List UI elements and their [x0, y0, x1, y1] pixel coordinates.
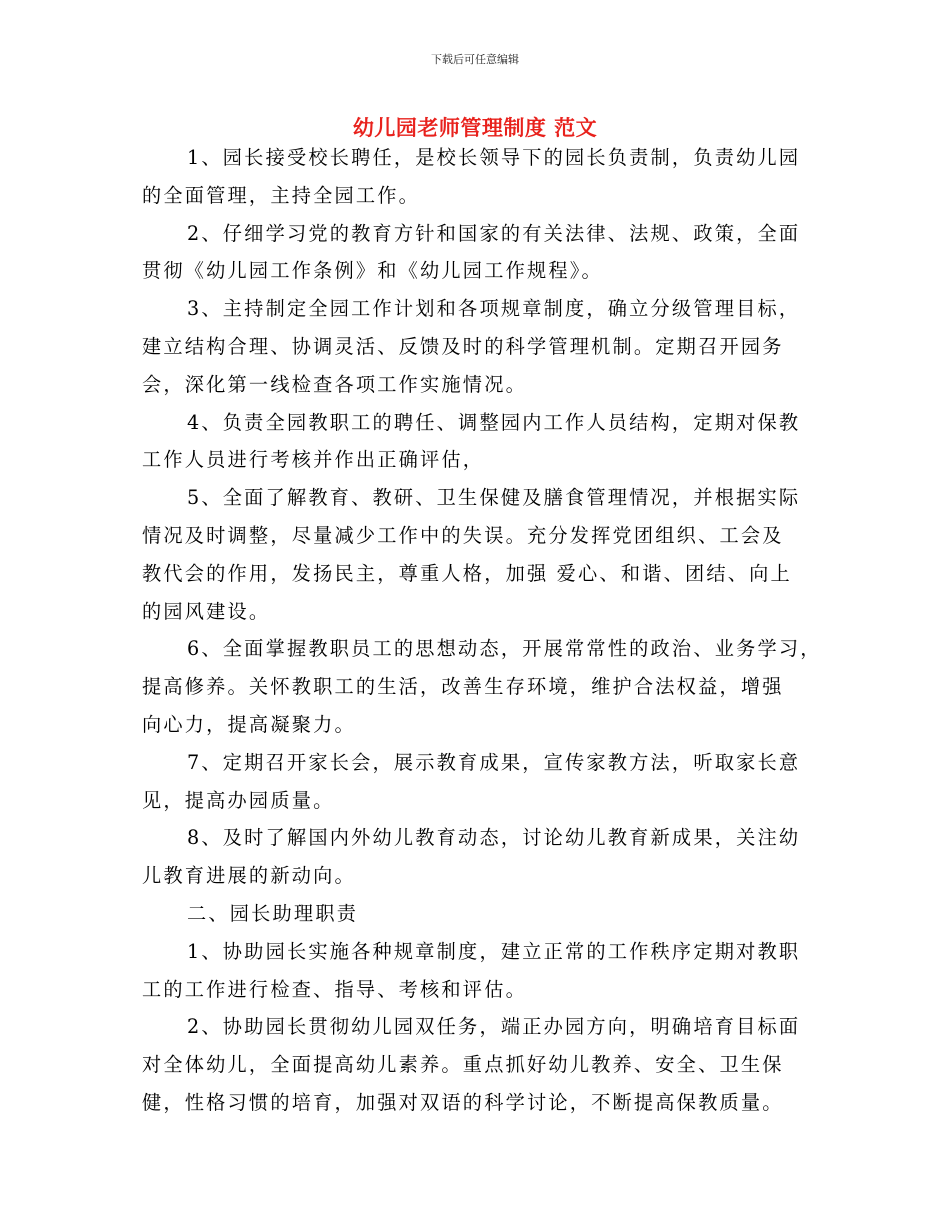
document-title: 幼儿园老师管理制度 范文 [352, 115, 598, 140]
paragraph-line: 贯彻《幼儿园工作条例》和《幼儿园工作规程》。 [142, 259, 603, 283]
paragraph-line: 4、负责全园教职工的聘任、调整园内工作人员结构，定期对保教 [187, 410, 801, 434]
paragraph-line: 健，性格习惯的培育，加强对双语的科学讨论，不断提高保教质量。 [142, 1090, 784, 1114]
paragraph-line: 5、全面了解教育、教研、卫生保健及膳食管理情况，并根据实际 [187, 486, 801, 510]
paragraph-line: 的园风建设。 [142, 599, 271, 623]
paragraph-line: 建立结构合理、协调灵活、反馈及时的科学管理机制。定期召开园务 [142, 334, 784, 358]
page-header: 下载后可任意编辑 [431, 53, 519, 66]
paragraph-line: 会，深化第一线检查各项工作实施情况。 [142, 372, 527, 396]
paragraph-line: 工作人员进行考核并作出正确评估， [142, 448, 485, 472]
paragraph [142, 933, 822, 1009]
paragraph-line: 2、协助园长贯彻幼儿园双任务，端正办园方向，明确培育目标面 [187, 1015, 801, 1039]
paragraph-line: 教代会的作用，发扬民主，尊重人格，加强 爱心、和谐、团结、向上 [142, 561, 792, 585]
paragraph [142, 479, 822, 630]
paragraph-line: 1、协助园长实施各种规章制度，建立正常的工作秩序定期对教职 [187, 939, 801, 963]
paragraph-line: 6、全面掌握教职员工的思想动态，开展常常性的政治、业务学习， [187, 637, 822, 661]
paragraph [142, 630, 822, 743]
paragraph-line: 7、定期召开家长会，展示教育成果，宣传家教方法，听取家长意 [187, 750, 801, 774]
paragraph-line: 情况及时调整，尽量减少工作中的失误。充分发挥党团组织、工会及 [142, 523, 784, 547]
paragraph-line: 提高修养。关怀教职工的生活，改善生存环境，维护合法权益，增强 [142, 675, 784, 699]
paragraph-line: 8、及时了解国内外幼儿教育动态，讨论幼儿教育新成果，关注幼 [187, 826, 801, 850]
paragraph-line: 的全面管理，主持全园工作。 [142, 183, 421, 207]
paragraph-line: 儿教育进展的新动向。 [142, 864, 356, 888]
paragraph [142, 139, 822, 215]
paragraph [142, 1008, 822, 1121]
paragraph-line: 工的工作进行检查、指导、考核和评估。 [142, 977, 527, 1001]
paragraph [142, 744, 822, 820]
paragraph-line: 二、园长助理职责 [187, 901, 359, 925]
document-body [142, 139, 822, 1122]
paragraph [142, 895, 822, 933]
paragraph-line: 向心力，提高凝聚力。 [142, 712, 356, 736]
paragraph [142, 215, 822, 291]
paragraph-line: 3、主持制定全园工作计划和各项规章制度，确立分级管理目标， [187, 297, 801, 321]
paragraph [142, 404, 822, 480]
paragraph [142, 819, 822, 895]
paragraph-line: 2、仔细学习党的教育方针和国家的有关法律、法规、政策，全面 [187, 221, 801, 245]
paragraph-line: 1、园长接受校长聘任，是校长领导下的园长负责制，负责幼儿园 [187, 146, 801, 169]
paragraph-line: 对全体幼儿，全面提高幼儿素养。重点抓好幼儿教养、安全、卫生保 [142, 1053, 784, 1077]
paragraph [142, 290, 822, 403]
paragraph-line: 见，提高办园质量。 [142, 788, 335, 812]
